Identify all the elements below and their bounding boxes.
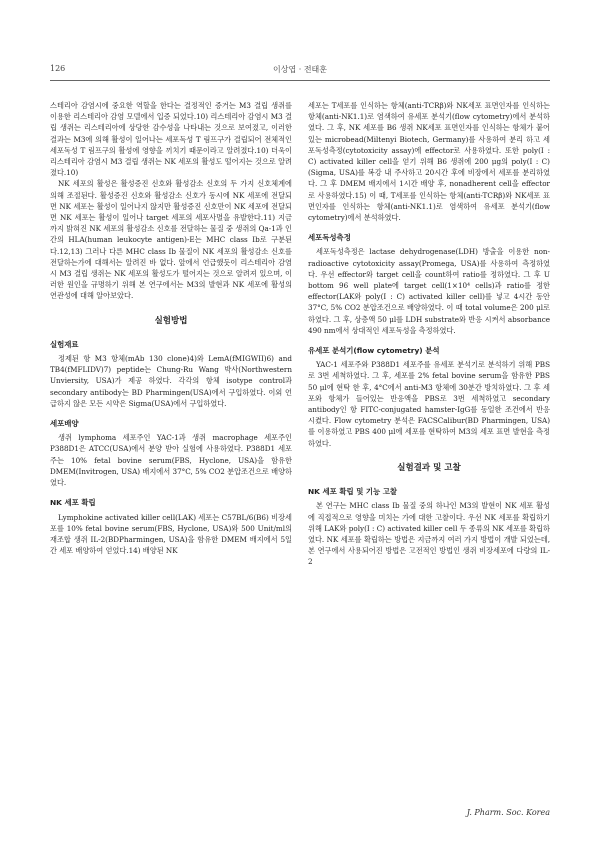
paragraph-cytotoxicity: 세포독성측정은 lactase dehydrogenase(LDH) 방출을 이용한 non-radioactive cytotoxicity assay(Promega, USA)를 사용하여 측정하였다. 우선 effector와 target cell을 count하여 ratio를 정하였다. 그 후 U bottom 96 well plate에 target cell(1×10⁴ cells)과 ratio를 정한 effector(LAK와 poly(I : C) activated killer cell)를 넣고 4시간 동안 37°C, 5% CO2 분압조건으로 배양하였다. 이 때 total volume은 200 μl로 하였다. 그 후, 상층액 50 μl를 LDH substrate와 반응 시켜서 absorbance 490 nm에서 상대적인 세포독성을 측정하였다. [308,247,550,335]
header-rule [50,80,550,81]
right-column [308,100,550,568]
paragraph-nk-function: 본 연구는 MHC class Ib 물질 중의 하나인 M3의 발현이 NK 세포 활성에 직접적으로 영향을 미치는 가에 대한 고찰이다. 우선 NK 세포를 확립하기 위해 LAK와 poly(I : C) activated killer cell 두 종류의 NK 세포를 확립하였다. NK 세포를 확립하는 방법은 지금까지 여러 가지 방법이 개발 되었는데, 본 연구에서 사용되어진 방법은 고전적인 방법인 생쥐 비장세포에 다량의 IL-2 [308,501,550,567]
subheading-nk-function: NK 세포 확립 및 기능 고찰 [308,487,398,497]
section-heading-results: 실험결과 및 고찰 [397,462,461,473]
paragraph-materials: 정제된 항 M3 항체(mAb 130 clone)4)와 LemA(fMIGWII)6) and TB4(fMFLIDV)7) peptide는 Chung-Ru Wang 박사(Northwestern Unviersity, USA)가 제공 하였다. 각각의 항체 isotype control과 secondary antibody는 BD Pharmingen(USA)에서 구입하였다. 이외 언급하지 않은 모든 시약은 Sigma(USA)에서 구입하였다. [50,354,292,408]
page-header [50,64,550,78]
section-heading-methods: 실험방법 [154,315,188,326]
paragraph-culture: 생쥐 lymphoma 세포주인 YAC-1과 생쥐 macrophage 세포주인 P388D1은 ATCC(USA)에서 분양 받아 실험에 사용하였다. P388D1 세포주는 10% fetal bovine serum(FBS, Hyclone, USA)을 함유한 DMEM(Invitrogen, USA) 배지에서 37°C, 5% CO2 분압조건으로 배양하였다. [50,433,292,488]
subheading-cytotoxicity: 세포독성측정 [308,233,351,243]
paragraph-flow-cytometry: YAC-1 세포주와 P388D1 세포주를 유세포 분석기로 분석하기 위해 PBS로 3번 세척하였다. 그 후, 세포를 2% fetal bovine serum을 함유한 PBS 50 μl에 현탁 한 후, 4°C에서 anti-M3 항체에 30분간 방치하였다. 그 후 세포와 항체가 들어있는 반응액을 PBS로 3번 세척하였고 secondary antibody인 항 FITC-conjugated hamster-IgG를 동일한 조건에서 반응 시켰다. Flow cytometry 분석은 FACSCalibur(BD Pharmingen, USA)를 이용하였고 PBS 400 μl에 세포를 현탁하여 M3의 세포 표면 발현을 측정하였다. [308,360,550,448]
left-column [50,100,292,556]
subheading-flow-cytometry: 유세포 분석기(flow cytometry) 분석 [308,346,440,356]
page-number: 126 [50,64,66,73]
paragraph-nk-isolation: Lymphokine activated killer cell(LAK) 세포는 C57BL/6(B6) 비장세포를 10% fetal bovine serum(FBS, Hyclone, USA)와 500 Unit/ml의 재조합 생쥐 IL-2(BDPharmingen, USA)을 함유한 DMEM 배지에서 5일간 세포 배양하여 얻었다.14) 배양된 NK [50,512,292,556]
running-title: 이상엽 · 전태훈 [273,65,327,74]
paragraph-continued: 세포는 T세포를 인식하는 항체(anti-TCRβ)와 NK세포 표면인자를 인식하는 항체(anti-NK1.1)로 염색하여 유세포 분석기(flow cytometry)에서 분석하였다. 그 후, NK 세포를 B6 생쥐 NK세포 표면인자를 인식하는 항체가 붙어 있는 microbead(Miltenyi Biotech, Germany)를 사용하여 분리 하고 세포독성측정(cytotoxicity assay)에 effector로 사용하였다. 또한 poly(I : C) activated killer cell을 얻기 위해 B6 생쥐에 200 μg의 poly(I : C)(Sigma, USA)를 복강 내 주사하고 20시간 후에 비장에서 세포를 분리하였다. 그 후 DMEM 배지에서 1시간 배양 후, nonadherent cell을 effector로 사용하였다.15) 이 때, T세포를 인식하는 항체(anti-TCRβ)와 NK세포 표면인자를 인식하는 항체(anti-NK1.1)로 염색하여 유세포 분석기(flow cytometry)에서 분석하였다. [308,101,550,223]
subheading-culture: 세포배양 [50,419,79,429]
subheading-materials: 실험재료 [50,339,79,349]
subheading-nk-isolation: NK 세포 확립 [50,498,96,508]
paragraph-nk-activation: NK 세포의 활성은 활성증진 신호와 활성감소 신호의 두 가지 신호체계에 의해 조절된다. 활성증진 신호와 활성감소 신호가 동시에 NK 세포에 전달되면 NK 세포는 활성이 일어나지 않지만 활성증진 신호만이 NK 세포에 전달되면 NK 세포는 활성이 일어나 target 세포의 세포사멸을 유발한다.11) 지금까지 밝혀진 NK 세포의 활성감소 신호를 전달하는 물질 중 생쥐의 Qa-1과 인간의 HLA(human leukocyte antigen)-E는 MHC class Ib로 구분된다.12,13) 그러나 다른 MHC class Ib 물질이 NK 세포의 활성감소 신호를 전달하는가에 대해서는 알려진 바 없다. 앞에서 언급했듯이 리스테리아 감염시 M3 결립 생쥐는 NK 세포의 활성도가 떨어지는 것으로 알려져 있으며, 이러한 원인을 규명하기 위해 본 연구에서는 M3의 발현과 NK 세포에 활성의 연관성에 대해 알아보았다. [50,179,292,301]
paragraph-intro: 스테리아 감염시에 중요한 역할을 한다는 결정적인 증거는 M3 결립 생쥐를 이용한 리스테리아 감염 모델에서 입증 되었다.10) 리스테리아 감염시 M3 결립 생쥐는 리스테리아에 상당한 감수성을 나타내는 것으로 보여졌고, 이러한 결과는 M3에 의해 활성이 일어나는 세포독성 T 림프구가 결립되어 전체적인 세포독성 T 림프구의 활성에 영향을 끼치기 때문이라고 알려졌다.10) 더욱이 리스테리아 감염시 M3 결립 생쥐는 NK 세포의 활성도 떨어지는 것으로 알려졌다.10) [50,101,292,178]
journal-footer: J. Pharm. Soc. Korea [466,808,550,817]
